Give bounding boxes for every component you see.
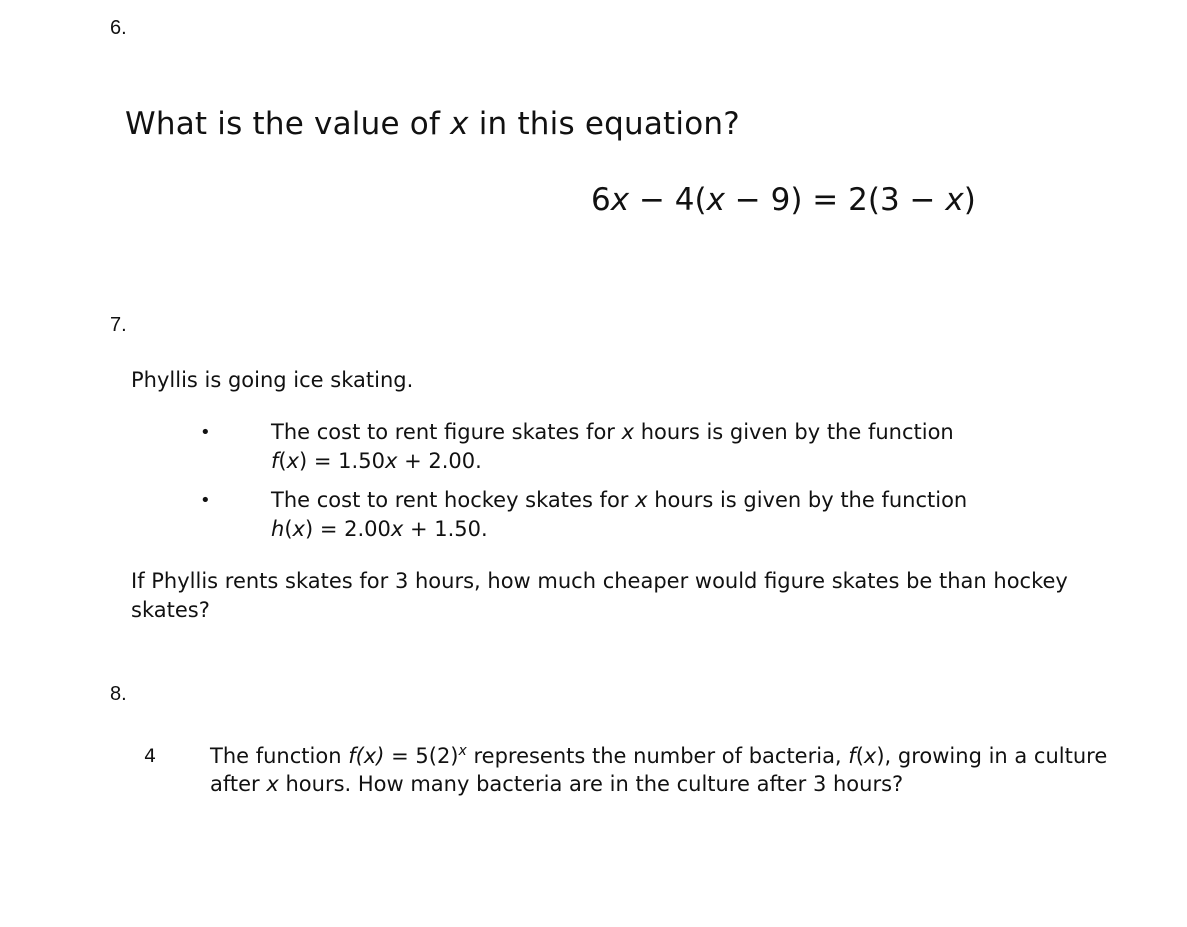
question-7-text: If Phyllis rents skates for 3 hours, how much cheaper would figure skates be than hockey skates? bbox=[131, 569, 1068, 622]
item-number: 4 bbox=[144, 745, 157, 767]
bullet-1-text bbox=[271, 418, 954, 476]
bullet-1-line-1: The cost to rent figure skates for x hours is given by the function bbox=[271, 420, 954, 444]
bullet-2-text bbox=[271, 486, 967, 544]
question-number-6: 6. bbox=[110, 17, 127, 39]
question-6-equation: 6x − 4(x − 9) = 2(3 − x) bbox=[591, 182, 976, 218]
question-8-text: The function $f(x) = 5(2)^x$ represents the number of bacteria, f(x), growing in a culture after x hours. How many bacteria are in the culture after 3 hours? bbox=[210, 743, 1108, 796]
question-6-text: What is the value of x in this equation? bbox=[125, 106, 740, 142]
question-7-intro: Phyllis is going ice skating. bbox=[131, 368, 414, 392]
bullet-2-function: h(x) = 2.00x + 1.50. bbox=[271, 517, 488, 541]
question-number-7: 7. bbox=[110, 314, 127, 336]
question-number-8: 8. bbox=[110, 683, 127, 705]
bullet-2: • bbox=[200, 490, 211, 511]
bullet-2-line-1: The cost to rent hockey skates for x hours is given by the function bbox=[271, 488, 968, 512]
bullet-1-function: f(x) = 1.50x + 2.00. bbox=[271, 449, 482, 473]
bullet-1: • bbox=[200, 422, 211, 443]
